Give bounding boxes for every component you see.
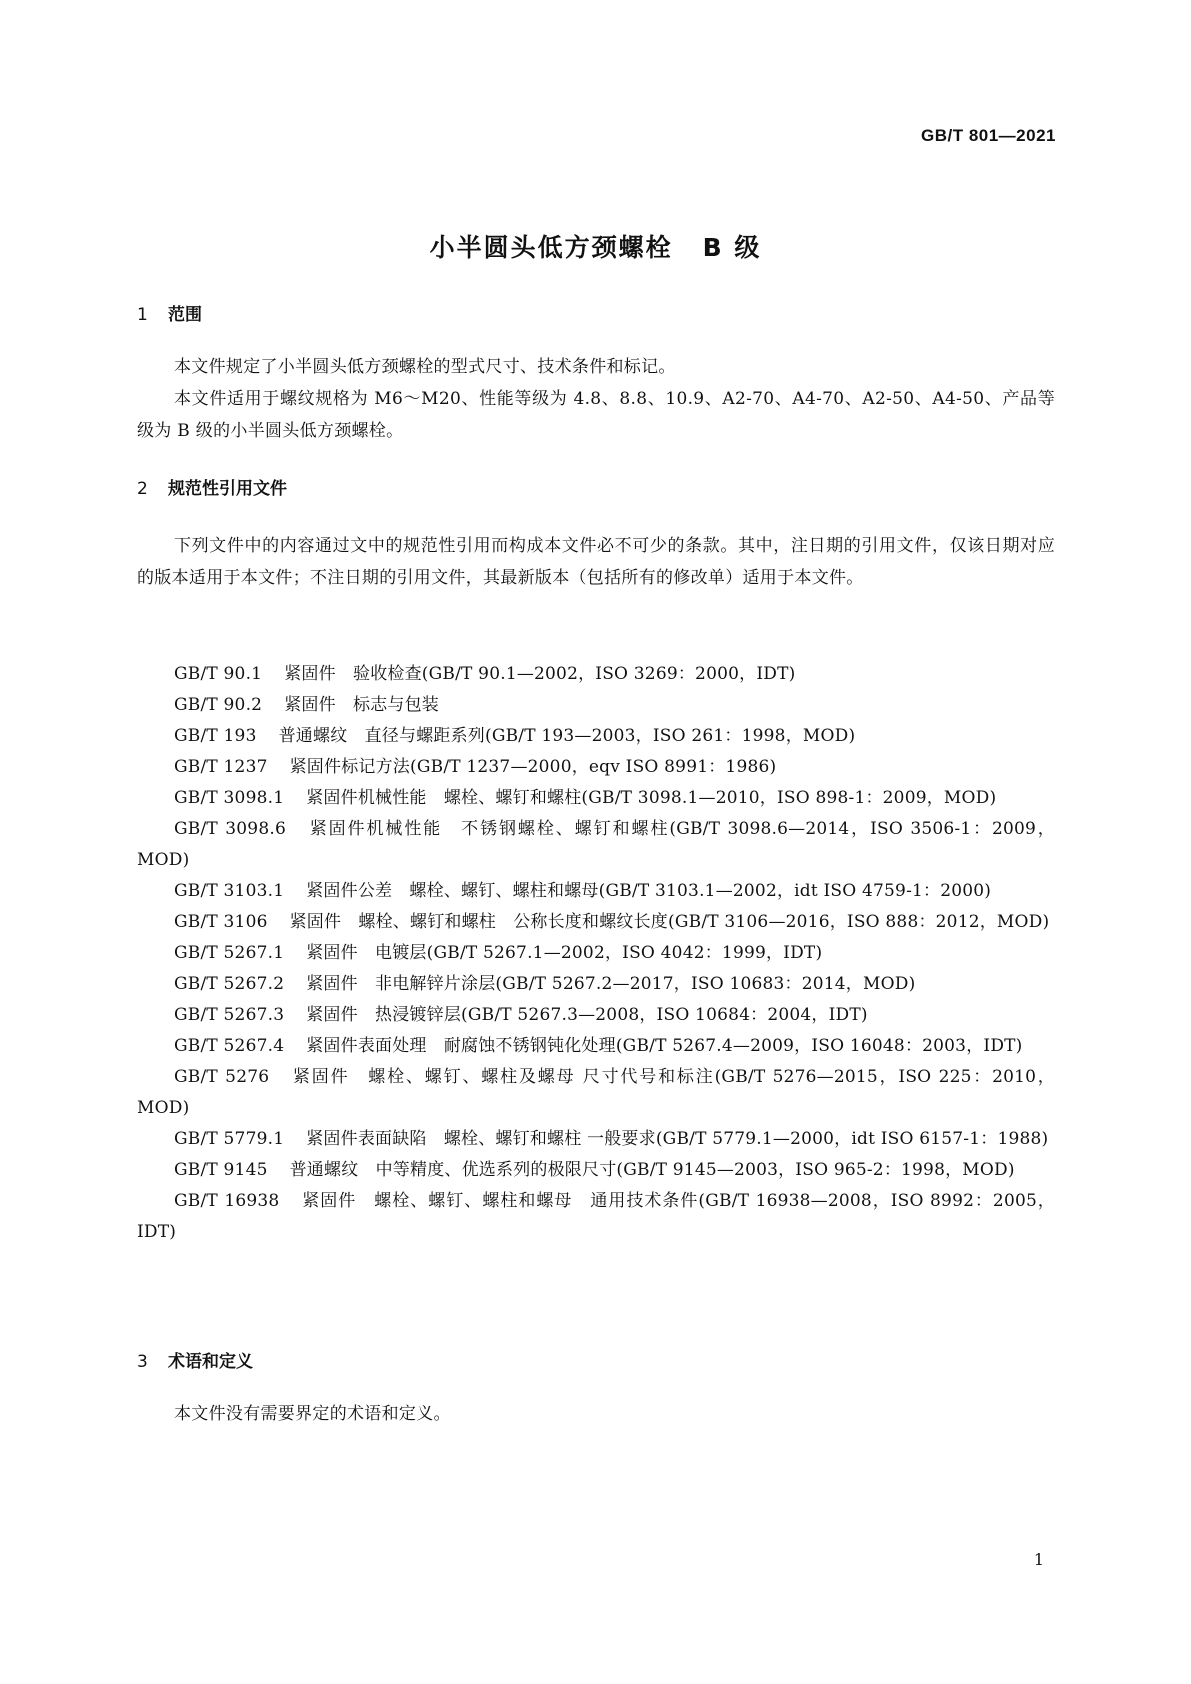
reference-item — [137, 969, 1055, 1000]
reference-item — [137, 907, 1055, 938]
reference-title: 紧固件 螺栓、螺钉、螺柱及螺母 尺寸代号和标注(GB/T 5276—2015，ISO 225：2010，MOD) — [137, 1067, 1055, 1118]
reference-item — [137, 814, 1055, 876]
reference-item — [137, 752, 1055, 783]
reference-title: 紧固件 非电解锌片涂层(GB/T 5267.2—2017，ISO 10683：2014，MOD) — [306, 974, 916, 994]
reference-title: 紧固件 螺栓、螺钉和螺柱 公称长度和螺纹长度(GB/T 3106—2016，ISO 888：2012，MOD) — [289, 912, 1050, 932]
reference-title: 紧固件 螺栓、螺钉、螺柱和螺母 通用技术条件(GB/T 16938—2008，ISO 8992：2005，IDT) — [137, 1191, 1055, 1242]
title-grade: B 级 — [702, 233, 762, 262]
section-number: 3 — [137, 1352, 148, 1372]
reference-title: 紧固件 电镀层(GB/T 5267.1—2002，ISO 4042：1999，IDT) — [306, 943, 823, 963]
reference-item — [137, 1062, 1055, 1124]
reference-code: GB/T 5267.2 — [174, 974, 285, 994]
reference-title: 普通螺纹 中等精度、优选系列的极限尺寸(GB/T 9145—2003，ISO 965-2：1998，MOD) — [289, 1160, 1015, 1180]
reference-title: 紧固件 验收检查(GB/T 90.1—2002，ISO 3269：2000，IDT) — [284, 664, 796, 684]
section-title: 范围 — [168, 305, 202, 325]
reference-code: GB/T 5267.4 — [174, 1036, 285, 1056]
terms-paragraph: 本文件没有需要界定的术语和定义。 — [174, 1404, 451, 1424]
title-main: 小半圆头低方颈螺栓 — [429, 233, 673, 262]
reference-item — [137, 783, 1055, 814]
section-title: 术语和定义 — [168, 1352, 253, 1372]
reference-title: 紧固件表面处理 耐腐蚀不锈钢钝化处理(GB/T 5267.4—2009，ISO 16048：2003，IDT) — [306, 1036, 1023, 1056]
reference-code: GB/T 5276 — [174, 1067, 270, 1087]
scope-paragraph-2: 本文件适用于螺纹规格为 M6～M20、性能等级为 4.8、8.8、10.9、A2-70、A4-70、A2-50、A4-50、产品等级为 B 级的小半圆头低方颈螺栓。 — [137, 389, 1055, 441]
reference-code: GB/T 3103.1 — [174, 881, 285, 901]
section-number: 2 — [137, 479, 148, 499]
reference-title: 紧固件机械性能 不锈钢螺栓、螺钉和螺柱(GB/T 3098.6—2014，ISO 3506-1：2009，MOD) — [137, 819, 1056, 870]
reference-title: 紧固件公差 螺栓、螺钉、螺柱和螺母(GB/T 3103.1—2002，idt ISO 4759-1：2000) — [306, 881, 992, 901]
reference-item — [137, 1155, 1055, 1186]
reference-code: GB/T 90.2 — [174, 695, 263, 715]
standard-code: GB/T 801—2021 — [920, 126, 1056, 145]
reference-code: GB/T 3106 — [174, 912, 268, 932]
reference-title: 紧固件表面缺陷 螺栓、螺钉和螺柱 一般要求(GB/T 5779.1—2000，idt ISO 6157-1：1988) — [306, 1129, 1049, 1149]
reference-code: GB/T 16938 — [174, 1191, 280, 1211]
reference-title: 紧固件标记方法(GB/T 1237—2000，eqv ISO 8991：1986) — [289, 757, 777, 777]
reference-item — [137, 1031, 1055, 1062]
document-title — [0, 228, 1191, 264]
reference-item — [137, 721, 1055, 752]
reference-code: GB/T 3098.6 — [174, 819, 286, 839]
section-heading-scope — [137, 300, 202, 325]
reference-title: 紧固件 热浸镀锌层(GB/T 5267.3—2008，ISO 10684：2004，IDT) — [306, 1005, 868, 1025]
references-intro-paragraph: 下列文件中的内容通过文中的规范性引用而构成本文件必不可少的条款。其中，注日期的引用文件，仅该日期对应的版本适用于本文件；不注日期的引用文件，其最新版本（包括所有的修改单）适用于本文件。 — [137, 536, 1055, 588]
reference-item — [137, 690, 1055, 721]
reference-title: 普通螺纹 直径与螺距系列(GB/T 193—2003，ISO 261：1998，MOD) — [278, 726, 856, 746]
section-heading-terms-definitions — [137, 1347, 253, 1372]
reference-list — [137, 659, 1055, 1248]
section-title: 规范性引用文件 — [168, 479, 287, 499]
scope-paragraph-1: 本文件规定了小半圆头低方颈螺栓的型式尺寸、技术条件和标记。 — [174, 357, 676, 377]
reference-code: GB/T 90.1 — [174, 664, 263, 684]
reference-code: GB/T 193 — [174, 726, 257, 746]
reference-item — [137, 876, 1055, 907]
reference-title: 紧固件 标志与包装 — [284, 695, 440, 715]
reference-code: GB/T 9145 — [174, 1160, 268, 1180]
reference-item — [137, 938, 1055, 969]
reference-code: GB/T 5267.1 — [174, 943, 285, 963]
reference-title: 紧固件机械性能 螺栓、螺钉和螺柱(GB/T 3098.1—2010，ISO 898-1：2009，MOD) — [306, 788, 997, 808]
reference-code: GB/T 5779.1 — [174, 1129, 285, 1149]
reference-code: GB/T 1237 — [174, 757, 268, 777]
reference-code: GB/T 3098.1 — [174, 788, 285, 808]
reference-item — [137, 1000, 1055, 1031]
section-heading-normative-references — [137, 474, 287, 499]
reference-item — [137, 1124, 1055, 1155]
page-number: 1 — [1033, 1550, 1044, 1569]
reference-code: GB/T 5267.3 — [174, 1005, 285, 1025]
reference-item — [137, 1186, 1055, 1248]
reference-item — [137, 659, 1055, 690]
section-number: 1 — [137, 305, 148, 325]
